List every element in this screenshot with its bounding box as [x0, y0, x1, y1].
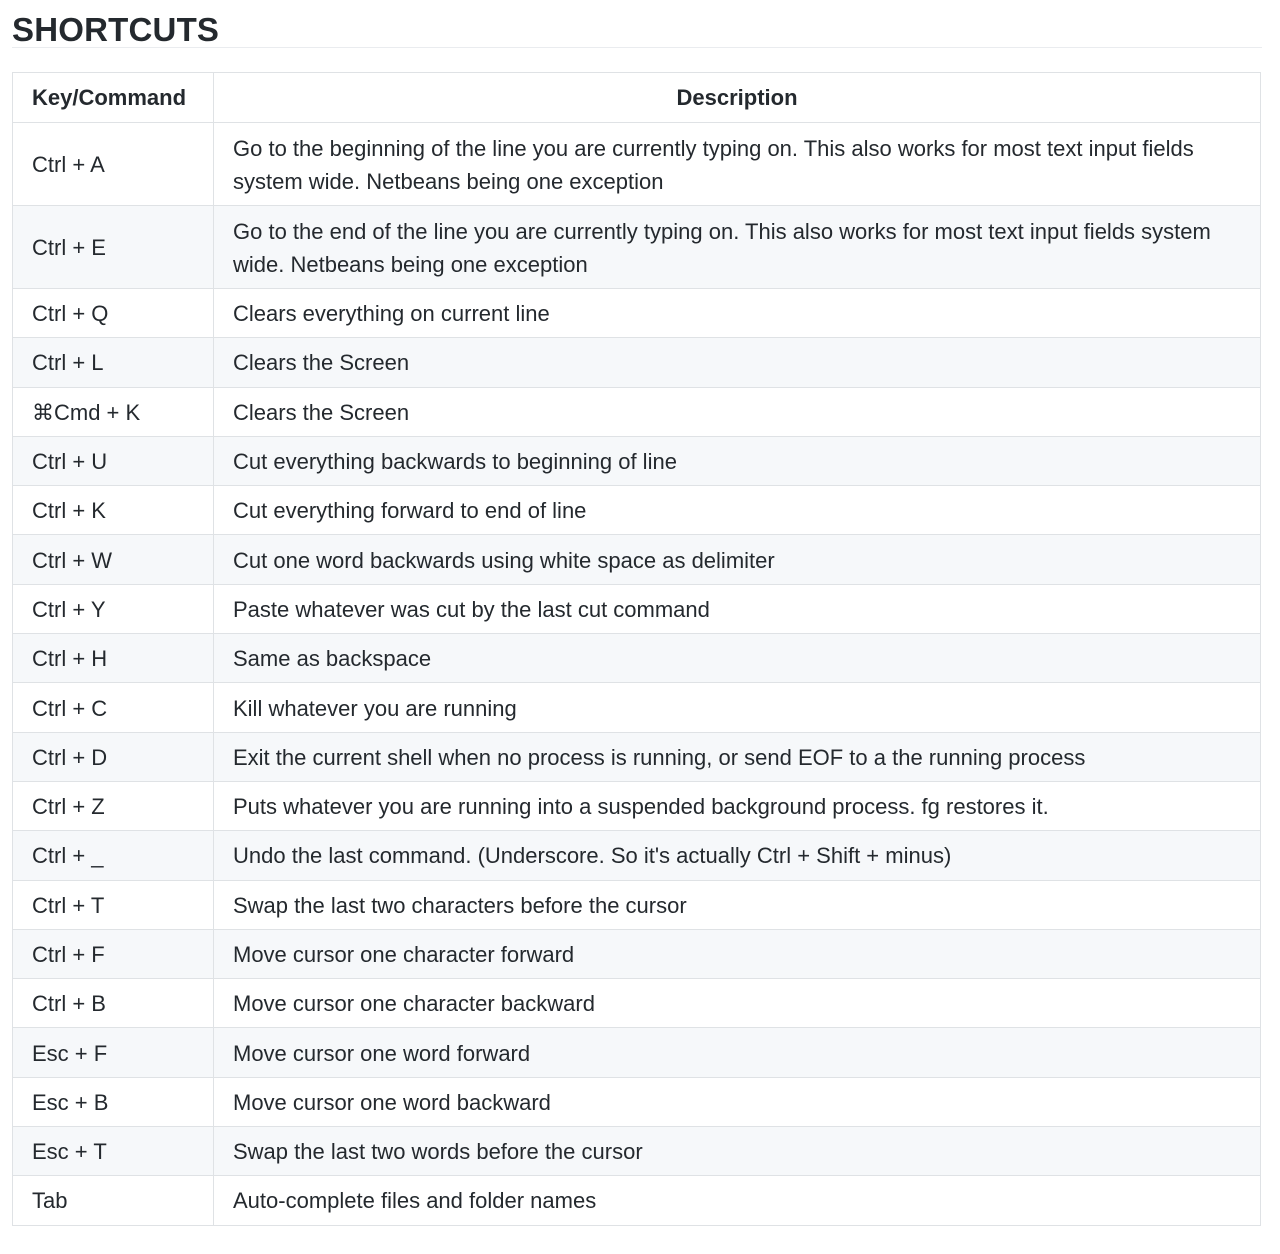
- row-key: Esc + T: [13, 1127, 214, 1176]
- row-description: Cut everything forward to end of line: [214, 486, 1261, 535]
- row-key: Ctrl + T: [13, 880, 214, 929]
- heading-section: [12, 0, 1262, 48]
- table-row: [13, 634, 1261, 683]
- row-key: Esc + B: [13, 1077, 214, 1126]
- table-row: [13, 979, 1261, 1028]
- table-row: [13, 781, 1261, 830]
- row-key: Ctrl + C: [13, 683, 214, 732]
- table-row: [13, 732, 1261, 781]
- row-key: Ctrl + K: [13, 486, 214, 535]
- table-row: [13, 123, 1261, 206]
- row-key: Esc + F: [13, 1028, 214, 1077]
- table-row: [13, 206, 1261, 289]
- row-description: Kill whatever you are running: [214, 683, 1261, 732]
- row-key: Ctrl + W: [13, 535, 214, 584]
- row-key: Ctrl + H: [13, 634, 214, 683]
- table-row: [13, 584, 1261, 633]
- row-description: Cut one word backwards using white space as delimiter: [214, 535, 1261, 584]
- row-description: Paste whatever was cut by the last cut command: [214, 584, 1261, 633]
- row-description: Go to the beginning of the line you are currently typing on. This also works for most text input fields system wide. Netbeans being one exception: [214, 123, 1261, 206]
- table-row: [13, 387, 1261, 436]
- table-row: [13, 1127, 1261, 1176]
- table-row: [13, 929, 1261, 978]
- row-description: Auto-complete files and folder names: [214, 1176, 1261, 1225]
- table-row: [13, 1028, 1261, 1077]
- row-key: Ctrl + Y: [13, 584, 214, 633]
- column-header-description: Description: [214, 73, 1261, 123]
- row-description: Exit the current shell when no process is running, or send EOF to a the running process: [214, 732, 1261, 781]
- row-key: Ctrl + A: [13, 123, 214, 206]
- row-description: Move cursor one word backward: [214, 1077, 1261, 1126]
- row-key: Ctrl + _: [13, 831, 214, 880]
- shortcuts-table: [12, 72, 1261, 1226]
- table-row: [13, 831, 1261, 880]
- row-description: Move cursor one word forward: [214, 1028, 1261, 1077]
- table-row: [13, 880, 1261, 929]
- row-description: Puts whatever you are running into a suspended background process. fg restores it.: [214, 781, 1261, 830]
- row-description: Swap the last two words before the cursor: [214, 1127, 1261, 1176]
- table-header: [13, 73, 1261, 123]
- row-key: Ctrl + L: [13, 338, 214, 387]
- table-row: [13, 289, 1261, 338]
- table-row: [13, 683, 1261, 732]
- row-key: Tab: [13, 1176, 214, 1225]
- row-description: Clears everything on current line: [214, 289, 1261, 338]
- row-key: ⌘Cmd + K: [13, 387, 214, 436]
- row-description: Swap the last two characters before the cursor: [214, 880, 1261, 929]
- row-description: Clears the Screen: [214, 338, 1261, 387]
- row-description: Undo the last command. (Underscore. So it's actually Ctrl + Shift + minus): [214, 831, 1261, 880]
- column-header-key: Key/Command: [13, 73, 214, 123]
- table-row: [13, 1176, 1261, 1225]
- row-key: Ctrl + U: [13, 436, 214, 485]
- table-row: [13, 486, 1261, 535]
- row-key: Ctrl + D: [13, 732, 214, 781]
- row-description: Move cursor one character forward: [214, 929, 1261, 978]
- table-row: [13, 338, 1261, 387]
- row-key: Ctrl + E: [13, 206, 214, 289]
- row-description: Go to the end of the line you are currently typing on. This also works for most text input fields system wide. Netbeans being one exception: [214, 206, 1261, 289]
- table-row: [13, 436, 1261, 485]
- row-key: Ctrl + Q: [13, 289, 214, 338]
- table-row: [13, 535, 1261, 584]
- row-description: Clears the Screen: [214, 387, 1261, 436]
- table-body: [13, 123, 1261, 1226]
- page-title: SHORTCUTS: [12, 11, 220, 48]
- row-description: Move cursor one character backward: [214, 979, 1261, 1028]
- table-row: [13, 1077, 1261, 1126]
- row-key: Ctrl + Z: [13, 781, 214, 830]
- row-key: Ctrl + F: [13, 929, 214, 978]
- row-key: Ctrl + B: [13, 979, 214, 1028]
- row-description: Cut everything backwards to beginning of line: [214, 436, 1261, 485]
- row-description: Same as backspace: [214, 634, 1261, 683]
- header-row: [13, 73, 1261, 123]
